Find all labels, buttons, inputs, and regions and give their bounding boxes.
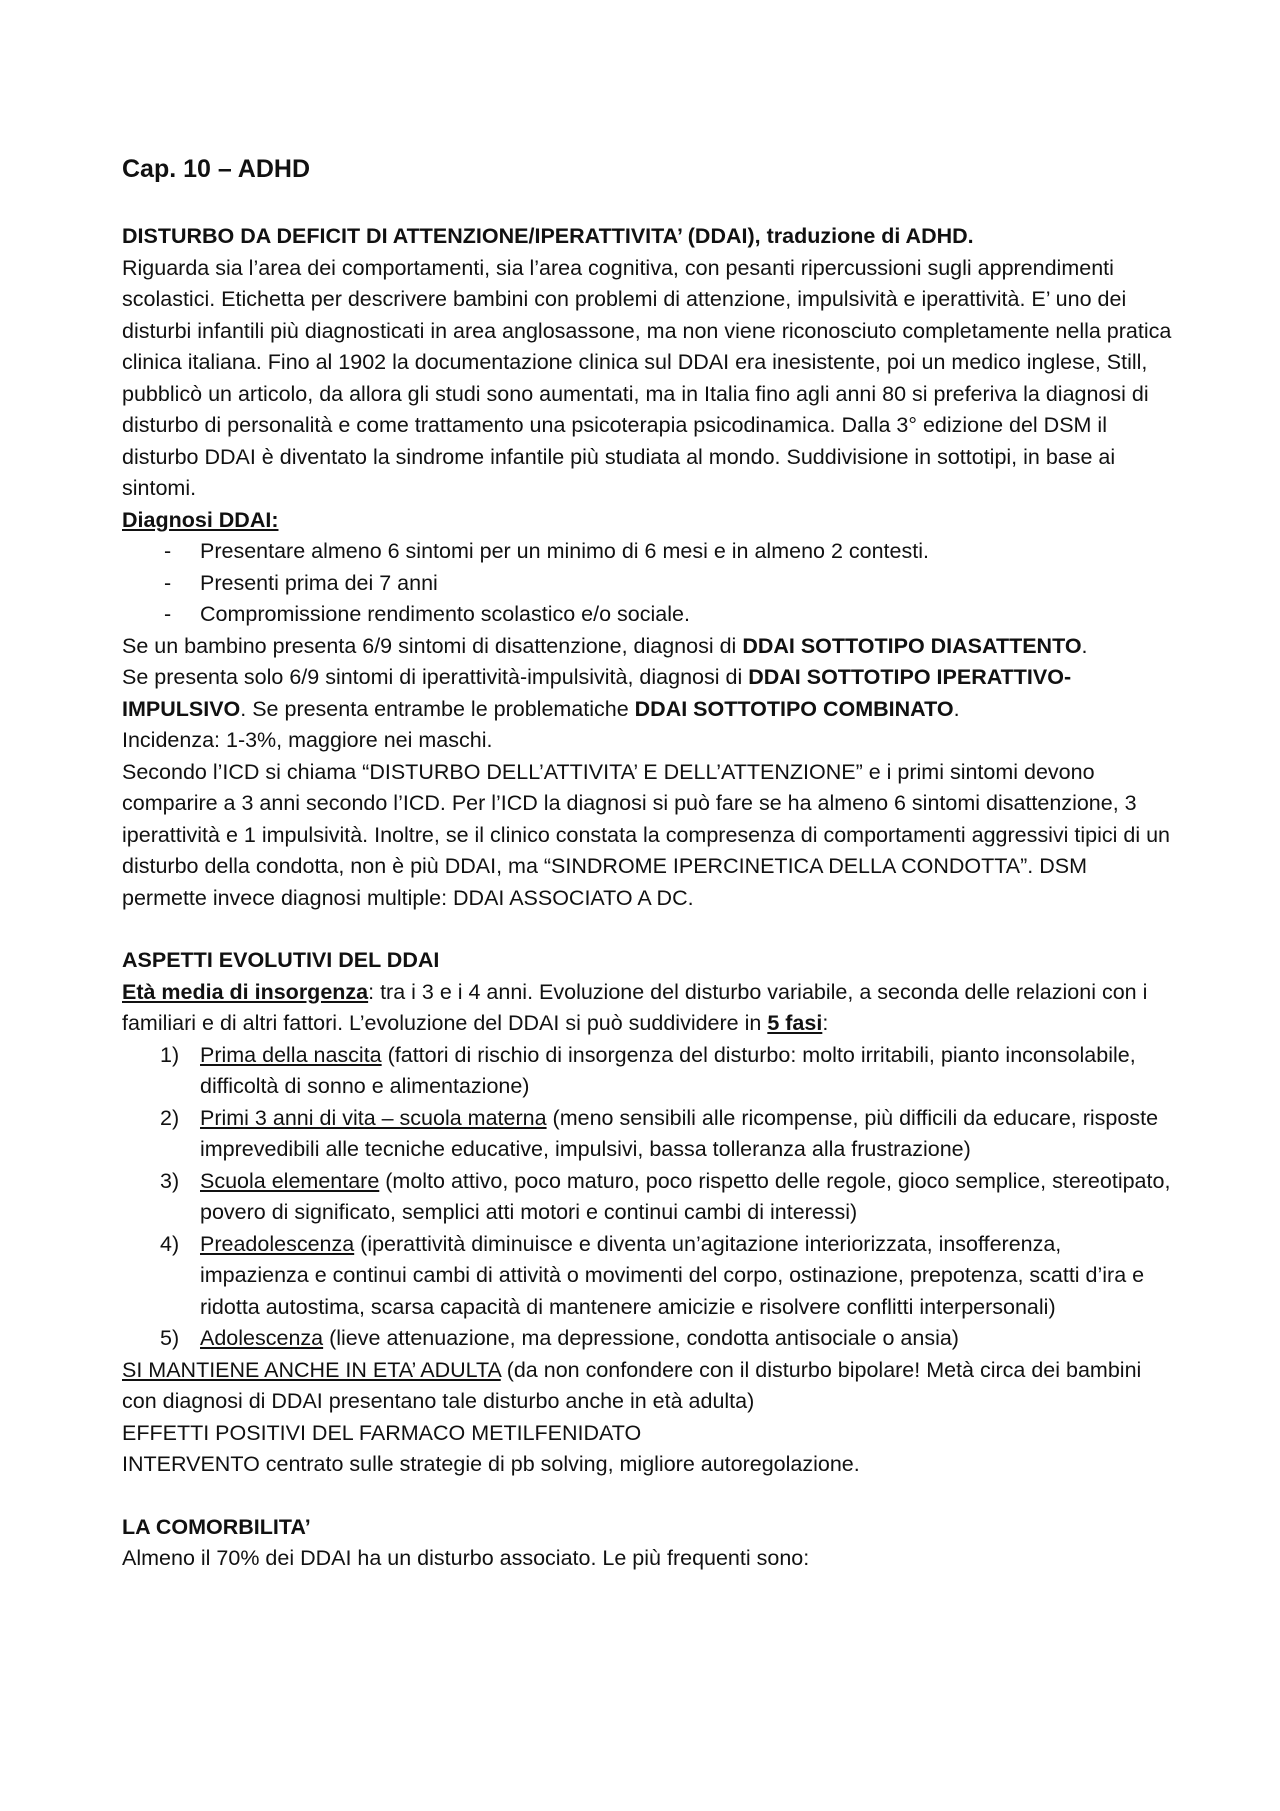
phase-item xyxy=(160,1166,1172,1229)
intervention-line: INTERVENTO centrato sulle strategie di pb solving, migliore autoregolazione. xyxy=(122,1452,860,1476)
adult-label: SI MANTIENE ANCHE IN ETA’ ADULTA xyxy=(122,1357,501,1382)
onset-paragraph xyxy=(122,977,1172,1040)
phases-suffix: : xyxy=(822,1011,829,1035)
section-spacer xyxy=(122,1481,1172,1512)
section-spacer xyxy=(122,914,1172,945)
page-title: Cap. 10 – ADHD xyxy=(122,155,311,183)
comorbidity-text: Almeno il 70% dei DDAI ha un disturbo associato. Le più frequenti sono: xyxy=(122,1546,810,1570)
drug-line: EFFETTI POSITIVI DEL FARMACO METILFENIDATO xyxy=(122,1420,642,1445)
phase-text: (fattori di rischio di insorgenza del disturbo: molto irritabili, pianto inconsolabile, difficoltà di sonno e alimentazione) xyxy=(200,1042,1136,1098)
phase-label: Primi 3 anni di vita – scuola materna xyxy=(200,1105,547,1130)
section-heading-comorbidity: LA COMORBILITA’ xyxy=(122,1514,311,1539)
phase-number: 2) xyxy=(160,1105,180,1130)
phase-label: Scuola elementare xyxy=(200,1168,380,1193)
phase-number: 1) xyxy=(160,1042,180,1067)
phase-text: (iperattività diminuisce e diventa un’agitazione interiorizzata, insofferenza, impazienza e continui cambi di attività o movimenti del corpo, ostinazione, prepotenza, scatti d’ira e ridotta autostima, scarsa capacità di mantenere amicizie e risolvere conflitti interpersonali) xyxy=(200,1231,1145,1319)
phase-number: 3) xyxy=(160,1168,180,1193)
adult-paragraph xyxy=(122,1355,1172,1418)
subtype-paragraph-hyperactive xyxy=(122,662,1172,725)
diagnosis-item: - Presentare almeno 6 sintomi per un minimo di 6 mesi e in almeno 2 contesti. xyxy=(164,536,1172,568)
phase-text: (meno sensibili alle ricompense, più difficili da educare, risposte imprevedibili alle tecniche educative, impulsivi, bassa tolleranza alla frustrazione) xyxy=(200,1105,1159,1161)
onset-text: : tra i 3 e i 4 anni. Evoluzione del disturbo variabile, a seconda delle relazioni con i familiari e di altri fattori. L’evoluzione del DDAI si può suddividere in xyxy=(122,979,1148,1035)
subtype-text: . xyxy=(953,696,960,721)
subtype-paragraph-inattentive xyxy=(122,631,1172,663)
phase-number: 5) xyxy=(160,1326,180,1350)
phases-label: 5 fasi xyxy=(767,1011,823,1035)
section-heading-ddai: DISTURBO DA DEFICIT DI ATTENZIONE/IPERATTIVITA’ (DDAI), traduzione di ADHD. xyxy=(122,224,974,248)
diagnosis-heading: Diagnosi DDAI: xyxy=(122,507,279,532)
diagnosis-list xyxy=(122,536,1172,631)
phase-label: Preadolescenza xyxy=(200,1231,355,1256)
onset-label: Età media di insorgenza xyxy=(122,979,369,1004)
subtype-name-combined: DDAI SOTTOTIPO COMBINATO xyxy=(634,696,954,721)
phase-text: (lieve attenuazione, ma depressione, condotta antisociale o ansia) xyxy=(323,1326,959,1350)
adult-text: (da non confondere con il disturbo bipolare! Metà circa dei bambini con diagnosi di DDAI presentano tale disturbo anche in età adulta) xyxy=(122,1357,1142,1413)
phase-item xyxy=(160,1040,1172,1103)
subtype-name-inattentive: DDAI SOTTOTIPO DIASATTENTO xyxy=(742,633,1082,658)
phase-item xyxy=(160,1323,1172,1355)
intro-paragraph: Riguarda sia l’area dei comportamenti, sia l’area cognitiva, con pesanti ripercussioni sugli apprendimenti scolastici. Etichetta per descrivere bambini con problemi di attenzione, impulsività e iperattività. E’ uno dei disturbi infantili più diagnosticati in area anglosassone, ma non viene riconosciuto completamente nella pratica clinica italiana. Fino al 1902 la documentazione clinica sul DDAI era inesistente, poi un medico inglese, Still, pubblicò un articolo, da allora gli studi sono aumentati, ma in Italia fino agli anni 80 si preferiva la diagnosi di disturbo di personalità e come trattamento una psicoterapia psicodinamica. Dalla 3° edizione del DSM il disturbo DDAI è diventato la sindrome infantile più studiata al mondo. Suddivisione in sottotipi, in base ai sintomi. xyxy=(122,255,1172,500)
phases-list xyxy=(122,1040,1172,1355)
subtype-text: Se un bambino presenta 6/9 sintomi di disattenzione, diagnosi di xyxy=(122,633,743,658)
phase-label: Adolescenza xyxy=(200,1326,324,1350)
phase-item xyxy=(160,1229,1172,1324)
diagnosis-item: - Presenti prima dei 7 anni xyxy=(164,568,1172,600)
incidence-line: Incidenza: 1-3%, maggiore nei maschi. xyxy=(122,728,493,752)
phase-item xyxy=(160,1103,1172,1166)
icd-paragraph: Secondo l’ICD si chiama “DISTURBO DELL’ATTIVITA’ E DELL’ATTENZIONE” e i primi sintomi devono comparire a 3 anni secondo l’ICD. Per l’ICD la diagnosi si può fare se ha almeno 6 sintomi disattenzione, 3 iperattività e 1 impulsività. Inoltre, se il clinico constata la compresenza di comportamenti aggressivi tipici di un disturbo della condotta, non è più DDAI, ma “SINDROME IPERCINETICA DELLA CONDOTTA”. DSM permette invece diagnosi multiple: DDAI ASSOCIATO A DC. xyxy=(122,759,1170,910)
subtype-text: Se presenta solo 6/9 sintomi di iperattività-impulsività, diagnosi di xyxy=(122,665,749,689)
document-page xyxy=(122,152,1172,1575)
phase-number: 4) xyxy=(160,1231,180,1256)
phase-text: (molto attivo, poco maturo, poco rispetto delle regole, gioco semplice, stereotipato, povero di significato, semplici atti motori e continui cambi di interessi) xyxy=(200,1168,1171,1224)
subtype-text: . Se presenta entrambe le problematiche xyxy=(240,696,635,721)
subtype-name-hyperactive: DDAI SOTTOTIPO IPERATTIVO-IMPULSIVO xyxy=(122,665,1072,721)
subtype-text: . xyxy=(1081,633,1088,658)
section-heading-evolution: ASPETTI EVOLUTIVI DEL DDAI xyxy=(122,948,440,972)
phase-label: Prima della nascita xyxy=(200,1042,382,1067)
diagnosis-item: - Compromissione rendimento scolastico e/o sociale. xyxy=(164,599,1172,631)
